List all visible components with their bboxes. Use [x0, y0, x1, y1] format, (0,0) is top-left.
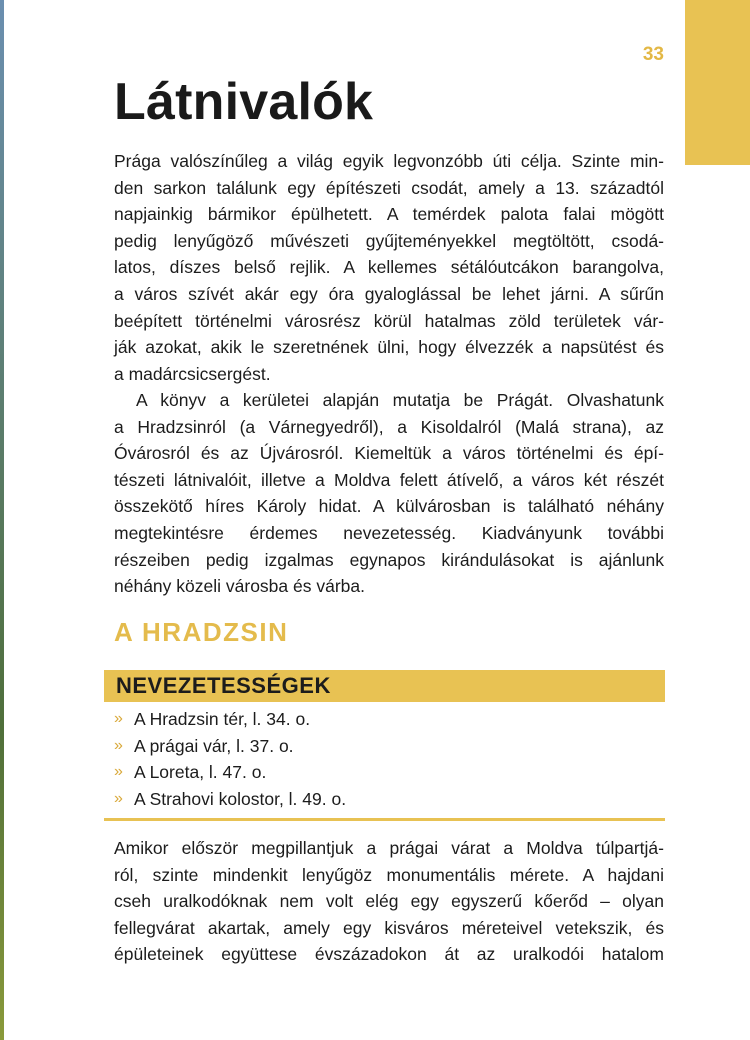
- chevron-bullet-icon: »: [114, 763, 123, 781]
- overview-line: néhány közeli városba és várba.: [114, 576, 365, 597]
- body-line: ról, szinte mindenkit lenyűgöz monumentális mérete. A hajdani: [114, 864, 664, 885]
- intro-line: pedig lenyűgöző művészeti gyűjteményekkel megtöltött, csodá-: [114, 230, 664, 251]
- intro-line: a madárcsicsergést.: [114, 363, 271, 384]
- chapter-tab: [685, 0, 750, 165]
- page-title: Látnivalók: [114, 73, 374, 131]
- list-item: [114, 733, 654, 760]
- page-edge-strip: [0, 0, 4, 1040]
- intro-line: latos, díszes belső rejlik. A kellemes sétálóutcákon barangolva,: [114, 257, 664, 278]
- intro-line: Prága valószínűleg a világ egyik legvonzóbb úti célja. Szinte min-: [114, 151, 664, 171]
- intro-line: a város szívét akár egy óra gyaloglással be lehet járni. A sűrűn: [114, 283, 664, 304]
- body-line: épületeinek együttese évszázadokon át az uralkodói hatalom: [114, 944, 664, 965]
- section-heading: A HRADZSIN: [114, 617, 289, 647]
- list-item: [114, 786, 654, 813]
- overview-line: a Hradzsinról (a Várnegyedről), a Kisoldalról (Malá strana), az: [114, 416, 664, 437]
- chevron-bullet-icon: »: [114, 710, 123, 727]
- overview-line: megtekintésre érdemes nevezetesség. Kiadványunk további: [114, 522, 664, 543]
- overview-line: A könyv a kerületei alapján mutatja be Prágát. Olvashatunk: [136, 390, 664, 410]
- body-paragraph: [114, 835, 664, 968]
- intro-paragraph: [114, 148, 664, 387]
- overview-line: Óvárosról és az Újvárosról. Kiemeltük a város történelmi és épí-: [114, 443, 664, 464]
- sight-label: A Strahovi kolostor, l. 49. o.: [134, 788, 347, 809]
- intro-line: beépített történelmi városrész körül hatalmas zöld területek vár-: [114, 310, 664, 331]
- sights-box-header: [104, 670, 665, 702]
- body-line: cseh uralkodóknak nem volt elég egy egyszerű kőerőd – olyan: [114, 891, 664, 912]
- overview-line: összekötő híres Károly hidat. A külvárosban is található néhány: [114, 496, 664, 517]
- sights-box-rule: [104, 818, 665, 821]
- sights-list: [114, 706, 654, 812]
- sight-label: A Loreta, l. 47. o.: [134, 762, 267, 783]
- sights-box-title: NEVEZETESSÉGEK: [116, 673, 331, 698]
- intro-line: den sarkon találunk egy építészeti csodát, amely a 13. századtól: [114, 177, 664, 198]
- intro-line: napjainkig bármikor épülhetett. A temérdek palota falai mögött: [114, 204, 664, 225]
- overview-line: tészeti látnivalóit, illetve a Moldva felett átívelő, a város két részét: [114, 469, 664, 490]
- chevron-bullet-icon: »: [114, 736, 123, 754]
- body-line: Amikor először megpillantjuk a prágai várat a Moldva túlpartjá-: [114, 838, 664, 858]
- sight-label: A Hradzsin tér, l. 34. o.: [134, 709, 311, 729]
- body-line: fellegvárat akartak, amely egy kisváros méreteivel vetekszik, és: [114, 917, 664, 938]
- page-number: 33: [642, 44, 664, 65]
- sight-label: A prágai vár, l. 37. o.: [134, 735, 294, 756]
- intro-line: ják azokat, akik le szeretnének ülni, hogy élvezzék a napsütést és: [114, 337, 664, 358]
- chevron-bullet-icon: »: [114, 789, 123, 807]
- list-item: [114, 759, 654, 786]
- overview-line: részeiben pedig izgalmas egynapos kirándulásokat is ajánlunk: [114, 549, 664, 570]
- list-item: [114, 706, 654, 733]
- overview-paragraph: [114, 387, 664, 600]
